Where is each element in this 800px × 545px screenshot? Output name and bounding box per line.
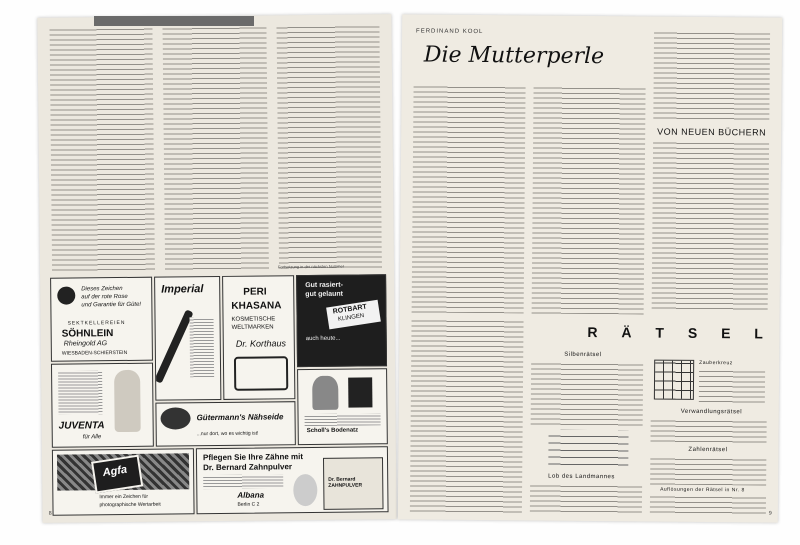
brand-name: SÖHNLEIN — [61, 328, 114, 340]
left-page — [37, 14, 396, 523]
brand-name: Agfa — [101, 463, 128, 480]
text-column — [276, 24, 382, 270]
brand-name: KHASANA — [231, 300, 282, 312]
signature: Dr. Korthaus — [235, 338, 287, 349]
kurzroman-heading: Lob des Landmannes — [548, 473, 615, 481]
ad-text: Dieses Zeichen — [81, 285, 123, 293]
zauberkreuz-heading: Zauberkreuz — [699, 359, 733, 367]
books-heading: VON NEUEN BÜCHERN — [657, 126, 767, 138]
puzzle-clues — [650, 457, 766, 486]
brand-name: Albana — [237, 490, 265, 500]
solutions-heading: Auflösungen der Rätsel in Nr. 8 — [660, 486, 745, 494]
article-author: FERDINAND KOOL — [416, 28, 484, 36]
ad-bodenatz — [297, 368, 388, 445]
page-number: 9 — [768, 510, 772, 517]
ad-zahnpulver — [196, 446, 389, 514]
ad-text: SEKTKELLEREIEN — [67, 319, 126, 327]
brand-name: KLINGEN — [337, 313, 365, 323]
ad-fineprint — [203, 474, 283, 489]
ad-text: Dr. Bernard Zahnpulver — [203, 462, 293, 473]
brand-name: JUVENTA — [58, 420, 105, 432]
hand-illustration — [293, 474, 317, 506]
ad-soehnlein — [50, 277, 153, 362]
puzzle-clues — [699, 369, 765, 406]
right-page — [398, 14, 782, 522]
figure-illustration — [312, 376, 338, 410]
ad-text: Dr. Bernard ZAHNPULVER — [328, 476, 363, 489]
continued-note: Fortsetzung in der nächsten Nummer — [277, 263, 345, 270]
ad-guetermann — [155, 401, 295, 446]
puzzle-syllables — [531, 361, 644, 426]
text-column — [653, 31, 770, 122]
puzzle-clues — [650, 419, 766, 446]
ad-text: WIESBADEN-SCHIERSTEIN — [61, 349, 128, 357]
brand-name: PERI — [243, 286, 267, 298]
figure-illustration — [114, 370, 141, 432]
ad-text: KOSMETISCHE — [231, 316, 276, 323]
jar-icon — [234, 356, 288, 391]
ad-text: auch heute... — [305, 335, 341, 343]
fountain-pen-icon — [154, 309, 193, 383]
ad-text: ...nur dort, wo es wichtig ist! — [196, 430, 259, 438]
puzzle-heading: R Ä T S E L — [587, 323, 773, 342]
ad-text: Pflegen Sie Ihre Zähne mit — [202, 452, 304, 463]
ad-text: für Alle — [82, 434, 102, 441]
brand-name: Gütermann's Nähseide — [196, 412, 284, 423]
ad-fineprint — [305, 413, 381, 426]
text-column — [412, 84, 526, 313]
ad-imperial — [154, 276, 221, 401]
ad-text: und Garantie für Güte! — [81, 301, 142, 309]
left-text-columns — [49, 24, 382, 272]
brand-name: Imperial — [161, 283, 204, 296]
ad-fineprint — [190, 317, 215, 377]
zahlen-heading: Zahlenrätsel — [688, 446, 728, 454]
page-edge-shadow — [94, 16, 254, 26]
ad-text: gut gelaunt — [305, 290, 344, 299]
text-column — [650, 495, 766, 516]
page-number: 8 — [48, 510, 52, 517]
ad-text: photographische Wertarbeit — [99, 501, 161, 509]
ad-text: Berlin C 2 — [237, 501, 260, 508]
product-box-icon — [323, 457, 384, 510]
article-title: Die Mutterperle — [423, 42, 605, 70]
brand-name: Scholl's Bodenatz — [306, 427, 359, 435]
magic-square-grid — [654, 360, 694, 400]
ad-agfa — [52, 448, 195, 515]
magazine-spread — [40, 8, 780, 528]
ad-fineprint — [58, 370, 102, 414]
ad-text: Gut rasiert- — [305, 281, 343, 290]
silben-heading: Silbenrätsel — [564, 351, 602, 359]
verwandlung-heading: Verwandlungsrätsel — [680, 408, 743, 416]
ad-text: WELTMARKEN — [231, 324, 274, 331]
razor-blade-icon — [326, 300, 381, 330]
ad-text: Immer ein Zeichen für — [99, 493, 149, 501]
rose-logo-icon — [57, 286, 75, 304]
ad-text: Rheingold AG — [63, 340, 108, 348]
ad-section — [50, 274, 386, 515]
ad-peri — [222, 275, 295, 400]
ad-rotbart — [296, 274, 387, 367]
thread-spool-icon — [160, 407, 190, 429]
text-column — [530, 483, 642, 514]
ad-juventa — [51, 363, 154, 448]
brand-name: ROTBART — [332, 303, 368, 316]
product-box-icon — [348, 377, 372, 407]
text-column — [49, 27, 155, 273]
text-column — [652, 141, 769, 312]
ad-text: auf der rote Rose — [81, 293, 128, 301]
text-column — [163, 25, 269, 271]
text-column — [410, 318, 524, 515]
answer-lines — [548, 430, 628, 471]
text-column — [532, 86, 646, 315]
